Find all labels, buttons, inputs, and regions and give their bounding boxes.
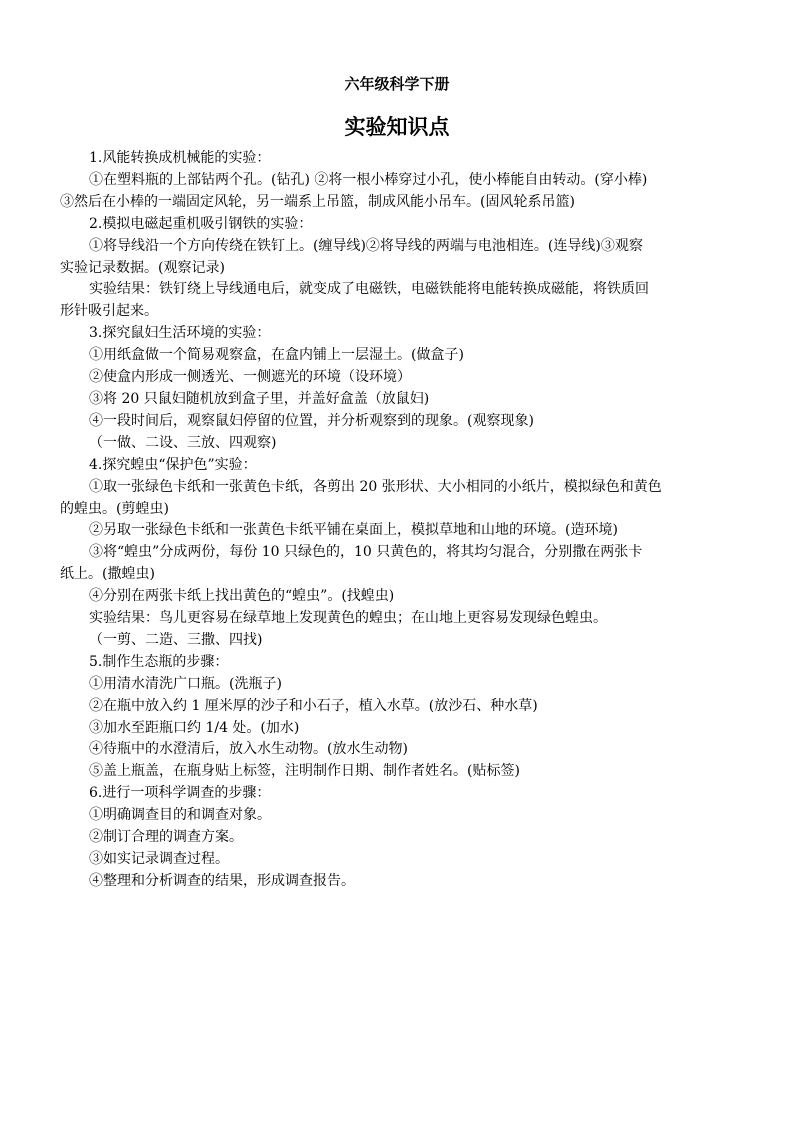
paragraph-line: ③将“蝗虫”分成两份，每份 10 只绿色的，10 只黄色的，将其均匀混合，分别撒在两张卡 (89, 544, 643, 561)
paragraph-line: （一做、二设、三放、四观察) (89, 434, 277, 451)
paragraph-line: ④整理和分析调查的结果，形成调查报告。 (89, 872, 355, 889)
section-heading-1: 1.风能转换成机械能的实验： (89, 150, 271, 166)
document-title: 六年级科学下册 (344, 75, 450, 93)
paragraph-line: 纸上。(撒蝗虫) (60, 566, 155, 583)
paragraph-line: 的蝗虫。(剪蝗虫) (60, 500, 169, 517)
paragraph-line: ④待瓶中的水澄清后，放入水生动物。(放水生动物) (89, 741, 408, 758)
paragraph-line: 实验结果：铁钉绕上导线通电后，就变成了电磁铁，电磁铁能将电能转换成磁能，将铁质回 (89, 281, 649, 298)
paragraph-line: ①用清水清洗广口瓶。(洗瓶子) (89, 675, 282, 692)
section-heading-4: 4.探究蝗虫“保护色”实验： (89, 456, 257, 473)
section-heading-3: 3.探究鼠妇生活环境的实验： (89, 325, 271, 342)
paragraph-line: ④分别在两张卡纸上找出黄色的“蝗虫”。(找蝗虫) (89, 588, 395, 605)
paragraph-line: ①明确调查目的和调查对象。 (89, 807, 271, 824)
paragraph-line: ①在塑料瓶的上部钻两个孔。(钻孔) ②将一根小棒穿过小孔，使小棒能自由转动。(穿小棒) (89, 171, 648, 188)
paragraph-line: ③如实记录调查过程。 (89, 851, 229, 867)
section-heading-2: 2.模拟电磁起重机吸引钢铁的实验： (89, 215, 313, 232)
paragraph-line: ②制订合理的调查方案。 (89, 829, 243, 846)
paragraph-line: ③加水至距瓶口约 1/4 处。(加水) (89, 719, 300, 736)
document-subtitle: 实验知识点 (344, 115, 450, 139)
paragraph-line: ⑤盖上瓶盖，在瓶身贴上标签，注明制作日期、制作者姓名。(贴标签) (89, 763, 520, 780)
document-body (60, 148, 740, 893)
paragraph-line: 形针吸引起来。 (60, 303, 158, 320)
section-heading-5: 5.制作生态瓶的步骤： (89, 653, 229, 670)
paragraph-line: ①用纸盒做一个简易观察盒，在盒内铺上一层湿土。(做盒子) (89, 347, 464, 364)
paragraph-line: （一剪、二造、三撒、四找) (89, 631, 263, 648)
paragraph-line: ③然后在小棒的一端固定风轮，另一端系上吊篮，制成风能小吊车。(固风轮系吊篮) (60, 193, 575, 210)
paragraph-line: ③将 20 只鼠妇随机放到盒子里，并盖好盒盖（放鼠妇) (89, 390, 430, 407)
paragraph-line: ①取一张绿色卡纸和一张黄色卡纸，各剪出 20 张形状、大小相同的小纸片，模拟绿色和黄色 (89, 478, 662, 495)
paragraph-line: ②另取一张绿色卡纸和一张黄色卡纸平铺在桌面上，模拟草地和山地的环境。(造环境) (89, 522, 618, 539)
paragraph-line: ②使盒内形成一侧透光、一侧遮光的环境（设环境） (89, 369, 411, 386)
paragraph-line: 实验结果：鸟儿更容易在绿草地上发现黄色的蝗虫；在山地上更容易发现绿色蝗虫。 (89, 610, 607, 627)
paragraph-line: ④一段时间后，观察鼠妇停留的位置，并分析观察到的现象。(观察现象) (89, 412, 534, 429)
paragraph-line: ②在瓶中放入约 1 厘米厚的沙子和小石子，植入水草。(放沙石、种水草) (89, 697, 538, 714)
paragraph-line: ①将导线沿一个方向传绕在铁钉上。(缠导线)②将导线的两端与电池相连。(连导线)③观察 (89, 237, 643, 254)
section-heading-6: 6.进行一项科学调查的步骤： (89, 785, 271, 802)
paragraph-line: 实验记录数据。(观察记录) (60, 259, 225, 276)
